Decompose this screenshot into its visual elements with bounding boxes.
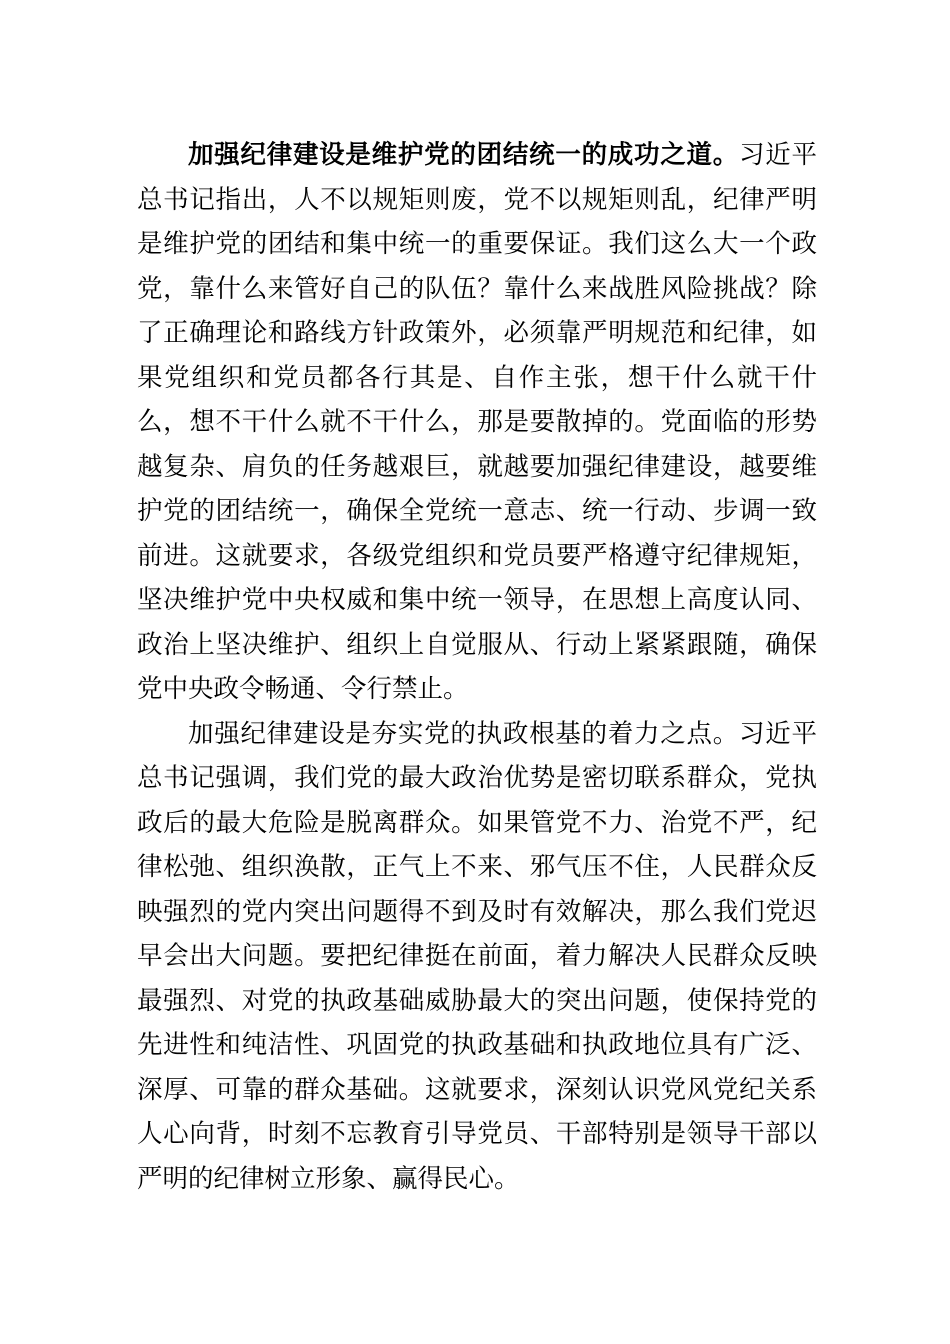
paragraph-line: 早会出大问题。要把纪律挺在前面，着力解决人民群众反映 [137,941,817,971]
paragraph-line: 深厚、可靠的群众基础。这就要求，深刻认识党风党纪关系 [137,1074,817,1105]
paragraph-discipline-unity [137,133,817,712]
paragraph-line: 政后的最大危险是脱离群众。如果管党不力、治党不严，纪 [137,807,817,838]
paragraph-line: 政治上坚决维护、组织上自觉服从、行动上紧紧跟随，确保 [137,629,817,660]
paragraph-line [137,133,817,178]
paragraph-line: 总书记指出，人不以规矩则废，党不以规矩则乱，纪律严明 [137,184,817,215]
paragraph-line: 了正确理论和路线方针政策外，必须靠严明规范和纪律，如 [137,318,817,348]
paragraph-line: 律松弛、组织涣散，正气上不来、邪气压不住，人民群众反 [137,852,817,882]
paragraph-line: 前进。这就要求，各级党组织和党员要严格遵守纪律规矩， [137,540,817,571]
paragraph-line: 先进性和纯洁性、巩固党的执政基础和执政地位具有广泛、 [137,1030,817,1060]
paragraph-line: 人心向背，时刻不忘教育引导党员、干部特别是领导干部以 [137,1119,817,1149]
paragraph-line: 加强纪律建设是夯实党的执政根基的着力之点。习近平 [188,718,817,749]
paragraph-line: 映强烈的党内突出问题得不到及时有效解决，那么我们党迟 [137,896,817,927]
paragraph-line: 总书记强调，我们党的最大政治优势是密切联系群众，党执 [137,763,817,793]
document-page [137,133,817,1201]
line-text: 习近平 [739,140,817,170]
paragraph-governance-foundation [137,712,817,1202]
paragraph-line: 越复杂、肩负的任务越艰巨，就越要加强纪律建设，越要维 [137,451,817,482]
paragraph-line: 是维护党的团结和集中统一的重要保证。我们这么大一个政 [137,229,817,259]
paragraph-line: 么，想不干什么就不干什么，那是要散掉的。党面临的形势 [137,407,817,437]
paragraph-line: 最强烈、对党的执政基础威胁最大的突出问题，使保持党的 [137,985,817,1016]
paragraph-line: 党，靠什么来管好自己的队伍？靠什么来战胜风险挑战？除 [137,273,817,304]
paragraph-line: 果党组织和党员都各行其是、自作主张，想干什么就干什 [137,362,817,393]
paragraph-heading: 加强纪律建设是维护党的团结统一的成功之道。 [188,140,739,170]
paragraph-line: 严明的纪律树立形象、赢得民心。 [137,1163,520,1194]
paragraph-line: 坚决维护党中央权威和集中统一领导，在思想上高度认同、 [137,585,817,615]
paragraph-line: 护党的团结统一，确保全党统一意志、统一行动、步调一致 [137,496,817,526]
paragraph-line: 党中央政令畅通、令行禁止。 [137,674,469,704]
